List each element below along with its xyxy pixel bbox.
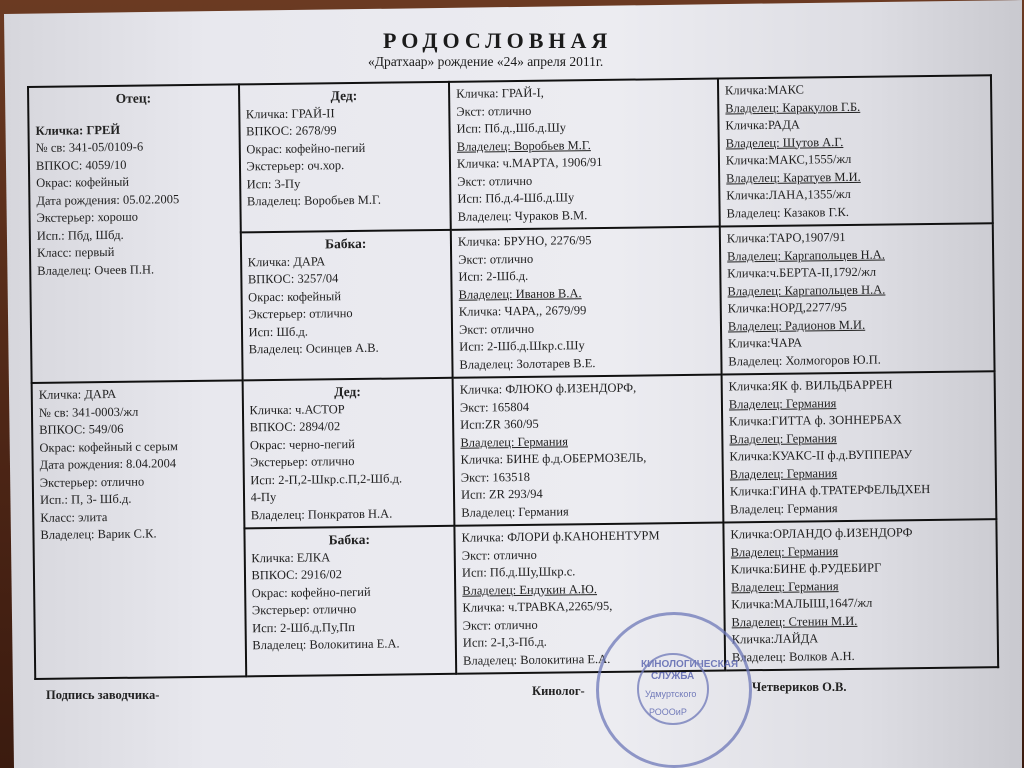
sire-line: № св: 341-05/0109-6 (35, 139, 144, 155)
gen4-cell-2 (720, 223, 995, 374)
gen3-line: Кличка: БРУНО, 2276/95 (457, 233, 592, 249)
gen4-line: Владелец: Каргапольцев Н.А. (727, 282, 886, 298)
gen3-line: Кличка: БИНЕ ф.д.ОБЕРМОЗЕЛЬ, (460, 450, 647, 467)
gen2-line: Владелец: Осинцев А.В. (248, 340, 379, 357)
grandsire-paternal-cell (239, 82, 451, 233)
document-title: РОДОСЛОВНАЯ (383, 28, 613, 53)
gen3-line: Экст: 165804 (459, 399, 530, 415)
gen3-line: Исп: Пб.д.4-Шб.д.Шу (457, 190, 575, 206)
gen4-cell-1 (718, 75, 993, 226)
sire-line: Экстерьер: хорошо (36, 209, 139, 225)
stamp-text: КИНОЛОГИЧЕСКАЯ (641, 659, 739, 670)
gen4-line: Владелец: Волков А.Н. (731, 648, 855, 664)
gen2-line: Окрас: кофейный (248, 288, 342, 304)
pedigree-table (27, 74, 999, 680)
gen4-line: Владелец: Германия (728, 395, 837, 411)
gen3-line: Исп: 2-Шб.д. (458, 268, 529, 284)
granddam-maternal-cell (244, 526, 456, 677)
gen3-line: Кличка: ЧАРА,, 2679/99 (458, 303, 587, 319)
gen4-line: Владелец: Германия (730, 578, 839, 594)
gen4-line: Владелец: Радионов М.И. (727, 317, 866, 333)
gen2-header: Бабка: (324, 235, 367, 252)
gen2-line: ВПКОС: 3257/04 (247, 271, 339, 287)
gen3-cell-2 (451, 227, 722, 378)
gen2-line: Кличка: ГРАЙ-II (245, 105, 335, 121)
dam-line: Класс: элита (40, 509, 108, 525)
stamp-text: РОООиР (649, 707, 687, 717)
gen4-line: Кличка:МАЛЫШ,1647/жл (731, 595, 873, 612)
gen3-line: Исп: Пб.д.,Шб.д.Шу (456, 120, 567, 136)
gen4-line: Кличка:ГИТТА ф. ЗОННЕРБАХ (728, 412, 902, 429)
gen2-line: Экстерьер: отлично (250, 454, 355, 470)
gen3-line: Экст: 163518 (460, 469, 531, 485)
gen4-line: Кличка:МАКС (724, 82, 805, 98)
sire-line: Дата рождения: 05.02.2005 (36, 191, 180, 208)
gen3-line: Экст: отлично (462, 617, 538, 633)
sire-line: Окрас: кофейный (36, 174, 130, 190)
gen2-line: Экстерьер: оч.хор. (246, 158, 345, 174)
gen2-line: Кличка: ч.АСТОР (249, 401, 345, 417)
gen3-line: Экст: отлично (456, 103, 532, 119)
sire-header: Отец: (115, 90, 152, 106)
gen4-line: Владелец: Каргапольцев Н.А. (726, 247, 885, 263)
dam-line: Владелец: Варик С.К. (40, 526, 157, 542)
gen3-line: Исп:ZR 360/95 (460, 416, 539, 432)
gen3-line: Кличка: ФЛОРИ ф.КАНОНЕНТУРМ (461, 528, 660, 545)
gen3-line: Владелец: Германия (461, 503, 569, 520)
gen4-line: Владелец: Казаков Г.К. (726, 204, 850, 220)
gen4-line: Владелец: Германия (730, 543, 839, 559)
gen3-line: Исп: Пб.д.Шу,Шкр.с. (461, 564, 576, 580)
gen2-line: ВПКОС: 2894/02 (249, 419, 341, 435)
dam-line: № св: 341-0003/жл (38, 404, 139, 420)
dam-cell (32, 380, 246, 679)
gen3-line: Кличка: ГРАЙ-I, (456, 85, 544, 101)
gen3-line: Владелец: Воробьев М.Г. (456, 137, 591, 154)
gen2-header: Дед: (334, 383, 361, 400)
gen2-line: Экстерьер: отлично (251, 602, 357, 618)
gen2-line: Владелец: Понкратов Н.А. (250, 506, 393, 522)
dam-line: Дата рождения: 8.04.2004 (39, 456, 177, 472)
gen3-line: Экст: отлично (457, 173, 533, 189)
gen2-line: Исп: 2-П,2-Шкр.с.П,2-Шб.д. (250, 470, 403, 487)
gen3-cell-3 (453, 375, 724, 526)
gen4-line: Владелец: Германия (729, 430, 837, 446)
gen2-header: Дед: (330, 87, 358, 104)
gen3-line: Кличка: ч.МАРТА, 1906/91 (456, 154, 603, 171)
gen4-line: Владелец: Германия (730, 500, 838, 516)
gen4-line: Владелец: Каратуев М.И. (725, 169, 861, 185)
sire-line: Исп.: Пбд, Шбд. (36, 227, 124, 243)
gen4-line: Кличка:ТАРО,1907/91 (726, 230, 846, 246)
gen4-line: Кличка:МАКС,1555/жл (725, 151, 852, 168)
gen4-line: Кличка:ЛАНА,1355/жл (726, 186, 851, 203)
dam-line: Кличка: ДАРА (38, 386, 117, 402)
sire-line: Класс: первый (36, 244, 115, 260)
sire-line: Владелец: Очеев П.Н. (37, 261, 155, 278)
cynologist-name: Четвериков О.В. (752, 680, 847, 694)
gen2-line: Исп: 2-Шб.д.Пу,Пп (252, 619, 355, 635)
dam-line: Исп.: П, 3- Шб.д. (39, 491, 132, 507)
gen2-line: 4-Пу (250, 489, 277, 505)
gen3-cell-1 (449, 79, 720, 230)
gen3-line: Владелец: Германия (460, 433, 568, 450)
sire-line: ВПКОС: 4059/10 (35, 157, 127, 173)
gen4-line: Кличка:ЧАРА (728, 335, 803, 351)
gen2-line: Владелец: Воробьев М.Г. (246, 192, 382, 209)
gen3-line: Владелец: Иванов В.А. (458, 285, 582, 302)
gen2-line: Экстерьер: отлично (248, 306, 353, 322)
gen4-line: Кличка:ЛАЙДА (731, 631, 819, 647)
gen4-line: Владелец: Холмогоров Ю.П. (728, 352, 881, 368)
gen4-line: Кличка:БИНЕ ф.РУДЕБИРГ (730, 560, 882, 577)
gen3-line: Кличка: ч.ТРАВКА,2265/95, (462, 598, 613, 615)
gen2-line: Окрас: кофейно-пегий (246, 140, 366, 156)
gen2-line: ВПКОС: 2678/99 (246, 123, 337, 139)
gen4-cell-3 (721, 371, 996, 522)
gen4-line: Кличка:НОРД,2277/95 (727, 300, 847, 316)
gen2-line: ВПКОС: 2916/02 (251, 567, 343, 583)
document-subtitle: «Дратхаар» рождение «24» апреля 2011г. (368, 54, 604, 69)
gen3-line: Экст: отлично (458, 321, 535, 337)
gen2-line: Кличка: ДАРА (247, 253, 326, 269)
gen2-line: Исп: 3-Пу (246, 176, 301, 191)
gen3-line: Владелец: Чураков В.М. (457, 207, 588, 224)
gen4-line: Владелец: Стенин М.И. (731, 613, 858, 629)
sire-cell (28, 84, 242, 383)
gen2-line: Окрас: кофейно-пегий (251, 584, 371, 600)
gen4-line: Кличка:ч.БЕРТА-II,1792/жл (727, 264, 877, 281)
dam-line: Окрас: кофейный с серым (39, 438, 178, 455)
gen4-line: Владелец: Шутов А.Г. (725, 134, 844, 150)
gen4-line: Кличка:ОРЛАНДО ф.ИЗЕНДОРФ (730, 525, 913, 542)
dam-line: Экстерьер: отлично (39, 474, 145, 490)
gen2-line: Исп: Шб.д. (248, 324, 309, 339)
cynologist-label: Кинолог- (532, 684, 585, 698)
granddam-paternal-cell (240, 230, 452, 381)
gen4-line: Кличка:РАДА (725, 117, 800, 133)
gen3-line: Экст: отлично (458, 251, 534, 267)
gen3-line: Кличка: ФЛЮКО ф.ИЗЕНДОРФ, (459, 380, 637, 397)
gen3-line: Исп: ZR 293/94 (460, 486, 543, 502)
gen4-line: Кличка:КУАКС-II ф.д.ВУППЕРАУ (729, 447, 913, 464)
gen4-line: Владелец: Германия (729, 465, 838, 481)
gen3-line: Исп: 2-I,3-Пб.д. (462, 634, 547, 650)
gen2-header: Бабка: (328, 531, 371, 548)
dam-line: ВПКОС: 549/06 (39, 421, 124, 437)
grandsire-maternal-cell (242, 378, 454, 529)
gen2-line: Окрас: черно-пегий (249, 436, 355, 452)
gen3-line: Исп: 2-Шб.д.Шкр.с.Шу (459, 338, 585, 354)
official-stamp (596, 612, 752, 768)
gen3-line: Владелец: Ендукин А.Ю. (462, 581, 598, 598)
stamp-text: Удмуртского (645, 689, 697, 699)
sire-line: Кличка: ГРЕЙ (35, 122, 121, 138)
gen3-line: Экст: отлично (461, 547, 537, 563)
gen2-line: Владелец: Волокитина Е.А. (252, 636, 400, 653)
gen4-line: Владелец: Каракулов Г.Б. (725, 99, 861, 115)
gen3-line: Владелец: Золотарев В.Е. (459, 355, 596, 372)
gen4-line: Кличка:ГИНА ф.ТРАТЕРФЕЛЬДХЕН (729, 481, 931, 499)
gen4-cell-4 (723, 519, 998, 670)
gen4-line: Кличка:ЯК ф. ВИЛЬДБАРРЕН (728, 377, 893, 394)
gen3-line: Владелец: Волокитина Е.А. (462, 651, 611, 668)
gen2-line: Кличка: ЕЛКА (251, 549, 331, 565)
breeder-signature-label: Подпись заводчика- (46, 688, 160, 702)
stamp-text: СЛУЖБА (651, 671, 695, 682)
